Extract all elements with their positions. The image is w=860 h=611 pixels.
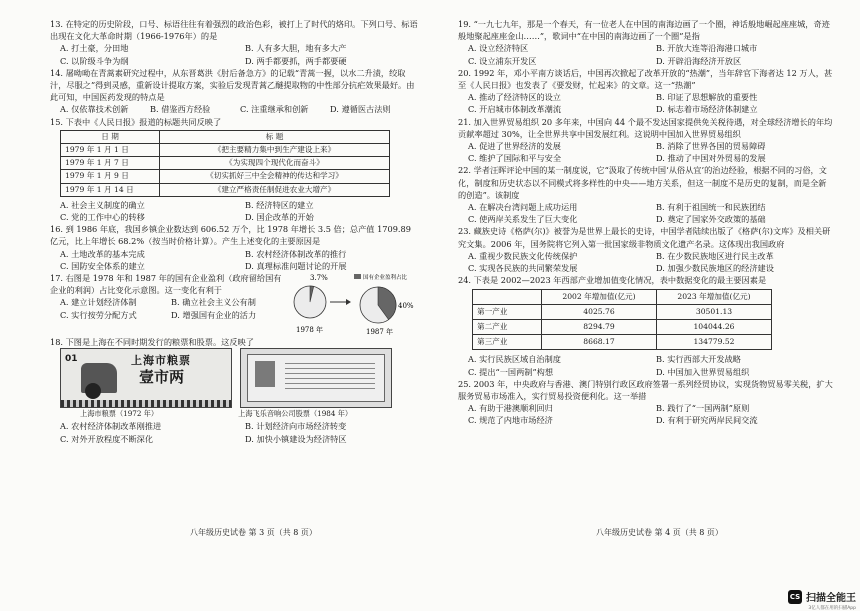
q15-cell-title: 《为实现四个现代化而奋斗》 bbox=[160, 157, 390, 170]
q24-stem: 24. 下表是 2002—2023 年西部产业增加值变化情况，表中数据变化的最主要因素是 bbox=[458, 275, 767, 286]
ration-ticket-image bbox=[60, 348, 232, 408]
pie2-year: 1987 年 bbox=[366, 328, 394, 337]
q15-header-title: 标 题 bbox=[160, 130, 390, 143]
page-4 bbox=[458, 18, 834, 427]
q24-cell-2002: 8294.79 bbox=[542, 320, 657, 335]
q18-stem: 18. 下图是上海在不同时期发行的粮票和股票。这反映了 bbox=[50, 337, 254, 348]
q23-option-a: A. 重视少数民族文化传统保护 bbox=[468, 250, 578, 261]
q24-cell-2002: 4025.76 bbox=[542, 305, 657, 320]
q20-option-b: B. 印证了思想解放的重要性 bbox=[656, 92, 758, 103]
table-row bbox=[473, 335, 772, 350]
q14-option-b: B. 借鉴西方经验 bbox=[150, 104, 211, 115]
q24-row-label: 第一产业 bbox=[473, 305, 542, 320]
q23-options bbox=[458, 250, 834, 274]
q14-option-c: C. 注重继承和创新 bbox=[240, 104, 309, 115]
q15-cell-date: 1979 年 1 月 1 日 bbox=[61, 144, 160, 157]
q15-cell-date: 1979 年 1 月 7 日 bbox=[61, 157, 160, 170]
ticket-title: 上海市粮票 bbox=[131, 354, 191, 368]
page-4-footer: 八年级历史试卷 第 4 页（共 8 页） bbox=[596, 528, 723, 537]
q15-cell-date: 1979 年 1 月 9 日 bbox=[61, 170, 160, 183]
legend-swatch bbox=[354, 274, 361, 279]
q19-options bbox=[458, 42, 834, 66]
watermark-subtitle: 3亿人都在用的扫描App bbox=[808, 606, 856, 611]
camscanner-logo-icon: CS bbox=[788, 590, 802, 604]
q19-option-a: A. 设立经济特区 bbox=[468, 43, 529, 54]
q24-option-b: B. 实行西部大开发战略 bbox=[656, 354, 741, 365]
table-row bbox=[61, 144, 390, 157]
q15-stem: 15. 下表中《人民日报》报道的标题共同反映了 bbox=[50, 116, 222, 127]
q15-option-d: D. 国企改革的开始 bbox=[245, 212, 314, 223]
q18-option-c: C. 对外开放程度不断深化 bbox=[60, 433, 154, 444]
q17-option-d: D. 增强国有企业的活力 bbox=[171, 309, 257, 320]
table-row bbox=[61, 183, 390, 196]
q17-option-a: A. 建立计划经济体制 bbox=[60, 297, 137, 308]
q21-option-d: D. 推动了中国对外贸易的发展 bbox=[656, 153, 766, 164]
table-row bbox=[473, 305, 772, 320]
q24-row-label: 第二产业 bbox=[473, 320, 542, 335]
q20-options bbox=[458, 91, 834, 115]
q24-cell-2023: 134779.52 bbox=[657, 335, 772, 350]
q15-cell-title: 《把主要精力集中到生产建设上来》 bbox=[160, 144, 390, 157]
q15-cell-title: 《建立严格责任制促进农业大增产》 bbox=[160, 183, 390, 196]
q24-header-blank bbox=[473, 290, 542, 305]
q24-options bbox=[458, 353, 834, 377]
page-3 bbox=[50, 18, 420, 445]
q13-option-d: D. 两手都要抓，两手都要硬 bbox=[245, 55, 347, 66]
q15-header-date: 日 期 bbox=[61, 130, 160, 143]
pie-arrow-head bbox=[346, 299, 351, 305]
q24-cell-2023: 104044.26 bbox=[657, 320, 772, 335]
tractor-wheel bbox=[85, 383, 101, 399]
q16-option-b: B. 农村经济体制改革的推行 bbox=[245, 248, 347, 259]
certificate-stamp bbox=[255, 361, 275, 387]
caption-stock: 上海飞乐音响公司股票（1984 年） bbox=[238, 409, 353, 419]
q24-cell-2002: 8668.17 bbox=[542, 335, 657, 350]
q24-option-d: D. 中国加入世界贸易组织 bbox=[656, 366, 750, 377]
q24-cell-2023: 30501.13 bbox=[657, 305, 772, 320]
q24-header-2023: 2023 年增加值(亿元) bbox=[657, 290, 772, 305]
q25-option-a: A. 有助于港澳顺利回归 bbox=[468, 403, 553, 414]
q20-option-a: A. 推动了经济特区的设立 bbox=[468, 92, 561, 103]
q24-table bbox=[472, 289, 772, 350]
q17-option-c: C. 实行按劳分配方式 bbox=[60, 309, 137, 320]
pie1-year: 1978 年 bbox=[296, 326, 324, 335]
watermark-name: 扫描全能王 bbox=[806, 593, 856, 604]
certificate-lines bbox=[285, 363, 375, 393]
q25-option-b: B. 践行了“一国两制”原则 bbox=[656, 403, 750, 414]
table-row bbox=[61, 170, 390, 183]
q22-option-c: C. 使两岸关系发生了巨大变化 bbox=[468, 214, 578, 225]
q17-stem: 17. 右图是 1978 年和 1987 年的国有企业盈利（政府留给国有企业的利润）占比变化示意图。这一变化有利于 bbox=[50, 273, 282, 296]
q13-options bbox=[50, 42, 420, 66]
q15-option-b: B. 经济特区的建立 bbox=[245, 199, 314, 210]
q19-option-c: C. 设立浦东开发区 bbox=[468, 55, 537, 66]
q16-option-a: A. 土地改革的基本完成 bbox=[60, 248, 145, 259]
q17-block bbox=[50, 272, 420, 336]
stock-certificate-image bbox=[240, 348, 392, 408]
q18-option-a: A. 农村经济体制改革刚推进 bbox=[60, 421, 162, 432]
q16-option-d: D. 真理标准问题讨论的开展 bbox=[245, 260, 347, 271]
q18-images bbox=[60, 348, 420, 408]
q22-option-a: A. 在解决台湾问题上成功运用 bbox=[468, 202, 578, 213]
q16-options bbox=[50, 248, 420, 272]
q13-option-b: B. 人有多大胆，地有多大产 bbox=[245, 43, 347, 54]
q21-option-a: A. 促进了世界经济的发展 bbox=[468, 141, 561, 152]
q24-option-a: A. 实行民族区域自治制度 bbox=[468, 354, 561, 365]
ticket-amount: 壹市两 bbox=[139, 368, 185, 387]
q22-option-d: D. 奠定了国家外交政策的基础 bbox=[656, 214, 766, 225]
q18-option-d: D. 加快小镇建设为经济特区 bbox=[245, 433, 347, 444]
q16-stem: 16. 到 1986 年底，我国乡镇企业数达到 606.52 万个，比 1978 年增长 3.5 倍；总产值 1709.89 亿元，比上年增长 68.2%（按当时价格计算）。产生上述变化的主要原因是 bbox=[50, 224, 411, 247]
q25-option-c: C. 规范了内地市场经济 bbox=[468, 415, 553, 426]
q14-options bbox=[50, 103, 420, 115]
q22-option-b: B. 有利于祖国统一和民族团结 bbox=[656, 202, 766, 213]
caption-ration-ticket: 上海市粮票（1972 年） bbox=[80, 409, 159, 419]
q16-option-c: C. 国防安全体系的建立 bbox=[60, 260, 145, 271]
q23-stem: 23. 藏族史诗《格萨(尔)》被誉为是世界上最长的史诗，中国学者陆续出版了《格萨(尔)文库》及相关研究文集。2006 年，国务院将它列入第一批国家级非物质文化遗产名录。这体现出我国政府 bbox=[458, 226, 831, 249]
legend-text: 国有企业盈利占比 bbox=[363, 275, 408, 282]
q21-stem: 21. 加入世界贸易组织 20 多年来，中国向 44 个最不发达国家提供免关税待遇，对全球经济增长的年均贡献率超过 30%，让全世界共享中国发展红利。这说明中国加入世界贸易组织 bbox=[458, 116, 833, 139]
q19-stem: 19. “一九七九年，那是一个春天，有一位老人在中国的南海边画了一个圈，神话般地崛起座座城，奇迹般地聚起座座金山……”，歌词中“在中国的南海边画了一个圈”是指 bbox=[458, 19, 830, 42]
q24-header-2002: 2002 年增加值(亿元) bbox=[542, 290, 657, 305]
scanner-watermark bbox=[788, 589, 856, 611]
q17-options bbox=[50, 296, 282, 320]
q23-option-c: C. 实现各民族的共同繁荣发展 bbox=[468, 263, 578, 274]
q22-stem: 22. 学者汪晖评论中国的某一制度说，它“汲取了传统中国‘从俗从宜’的治边经验，根据不同的习俗，文化，制度和历史状态以不同模式将多样性的中央——地方关系，但这一制度不是历史的复制，而是全新的创造”。该制度 bbox=[458, 165, 827, 200]
ticket-number: 01 bbox=[65, 354, 78, 365]
q24-option-c: C. 提出“一国两制”构想 bbox=[468, 366, 554, 377]
q14-option-a: A. 仅依靠技术创新 bbox=[60, 104, 129, 115]
q15-cell-title: 《切实抓好三中全会精神的传达和学习》 bbox=[160, 170, 390, 183]
table-row bbox=[473, 320, 772, 335]
q24-row-label: 第三产业 bbox=[473, 335, 542, 350]
q15-option-c: C. 党的工作中心的转移 bbox=[60, 212, 145, 223]
q13-option-c: C. 以阶级斗争为纲 bbox=[60, 55, 129, 66]
page-3-footer: 八年级历史试卷 第 3 页（共 8 页） bbox=[190, 528, 317, 537]
q21-option-b: B. 消除了世界各国的贸易障碍 bbox=[656, 141, 766, 152]
q23-option-b: B. 在少数民族地区进行民主改革 bbox=[656, 250, 774, 261]
table-row bbox=[61, 157, 390, 170]
q23-option-d: D. 加强少数民族地区的经济建设 bbox=[656, 263, 774, 274]
q15-table bbox=[60, 130, 390, 197]
q18-option-b: B. 计划经济向市场经济转变 bbox=[245, 421, 347, 432]
q25-option-d: D. 有利于研究两岸民间交流 bbox=[656, 415, 758, 426]
q15-cell-date: 1979 年 1 月 14 日 bbox=[61, 183, 160, 196]
q18-captions bbox=[80, 408, 420, 420]
q25-options bbox=[458, 402, 834, 426]
pie1-label: 3.7% bbox=[310, 274, 328, 283]
q22-options bbox=[458, 201, 834, 225]
q15-options bbox=[50, 199, 420, 223]
q20-stem: 20. 1992 年，邓小平南方谈话后，中国再次掀起了改革开放的“热潮”，当年辞官下海者达 12 万人，甚至《人民日报》也发表了《要发财，忙起来》的文章。这一“热潮” bbox=[458, 67, 833, 91]
q17-option-b: B. 确立社会主义公有制 bbox=[171, 297, 256, 308]
q20-option-c: C. 开启城市体制改革潮流 bbox=[468, 104, 562, 115]
ticket-border-pattern bbox=[61, 400, 231, 407]
q20-option-d: D. 标志着市场经济体制建立 bbox=[656, 104, 758, 115]
q15-option-a: A. 社会主义制度的确立 bbox=[60, 199, 145, 210]
q21-option-c: C. 维护了国际和平与安全 bbox=[468, 153, 562, 164]
pie2-label: 40% bbox=[398, 302, 414, 311]
q17-pie-chart bbox=[282, 272, 420, 336]
q13-option-a: A. 打土豪，分田地 bbox=[60, 43, 129, 54]
q25-stem: 25. 2003 年，中央政府与香港、澳门特别行政区政府签署一系列经贸协议，实现货物贸易零关税，扩大服务贸易市场准入，实行贸易投资便利化。这一举措 bbox=[458, 378, 833, 402]
q13-stem: 13. 在特定的历史阶段，口号、标语往往有着强烈的政治色彩，被打上了时代的烙印。下列口号、标语出现在文化大革命时期（1966-1976年）的是 bbox=[50, 19, 418, 42]
q19-option-b: B. 开放大连等沿海港口城市 bbox=[656, 43, 758, 54]
q14-option-d: D. 遵循医古法则 bbox=[330, 104, 391, 115]
q18-options bbox=[50, 420, 420, 444]
q19-option-d: D. 开辟沿海经济开放区 bbox=[656, 55, 742, 66]
q14-stem: 14. 屠呦呦在青蒿素研究过程中，从东晋葛洪《肘后备急方》的记载“青蒿一握，以水二升渍，绞取汁，尽服之”得到灵感，重新设计提取方案，实验后发现青蒿乙醚提取物的中性部分抗疟效果最好。由此可知，中国医药发现的特点是 bbox=[50, 67, 415, 103]
q21-options bbox=[458, 140, 834, 164]
